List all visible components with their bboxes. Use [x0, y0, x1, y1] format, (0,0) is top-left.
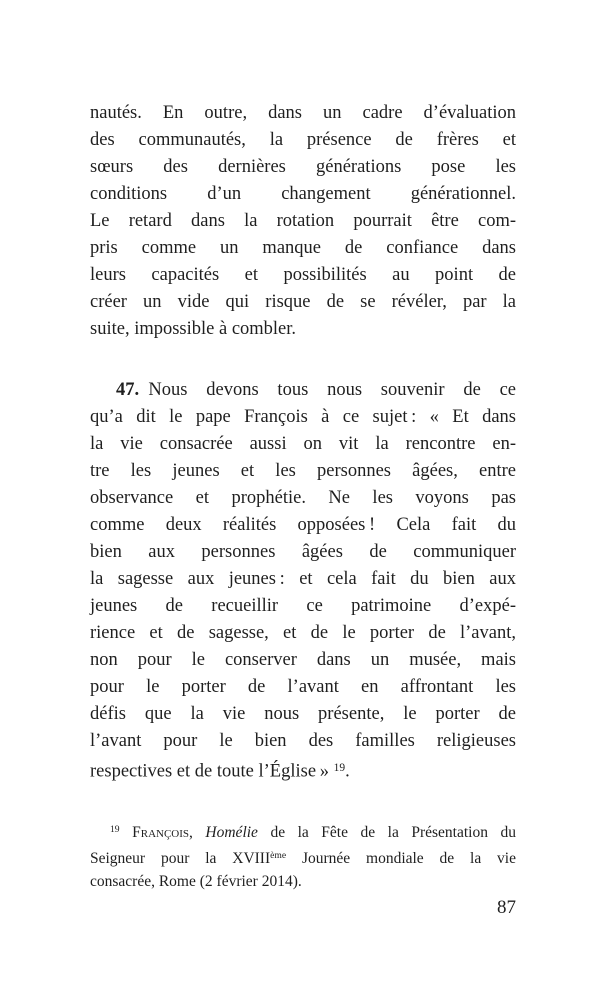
text-line: [90, 647, 516, 674]
text-line: [90, 844, 516, 870]
text-segment: François: [132, 823, 190, 841]
footnote: [90, 818, 516, 893]
text-segment: Journée mondiale de la vie: [286, 849, 516, 867]
text-line: [90, 458, 516, 485]
text-line: [90, 755, 516, 786]
text-segment: sœurs des dernières générations pose les: [90, 157, 516, 177]
text-line: [90, 181, 516, 208]
text-segment: l’avant pour le bien des familles religieuses: [90, 731, 516, 751]
text-segment: Nous devons tous nous souvenir de ce: [139, 380, 516, 400]
text-line: [90, 100, 516, 127]
text-segment: la sagesse aux jeunes : et cela fait du bien aux: [90, 569, 516, 589]
text-segment: qu’a dit le pape François à ce sujet : « Et dans: [90, 407, 516, 427]
body-text: [90, 100, 516, 786]
text-segment: comme deux réalités opposées ! Cela fait du: [90, 515, 516, 535]
text-line: [90, 701, 516, 728]
paragraph: [90, 100, 516, 343]
text-segment: [120, 824, 133, 841]
text-line: [90, 593, 516, 620]
text-segment: .: [345, 761, 350, 782]
text-line: [90, 154, 516, 181]
text-line: [90, 485, 516, 512]
text-segment: non pour le conserver dans un musée, mais: [90, 650, 516, 670]
text-line: [90, 235, 516, 262]
footnote-reference: 19: [110, 824, 120, 835]
text-line: [90, 620, 516, 647]
footnote-reference: ème: [270, 849, 287, 861]
text-segment: pour le porter de l’avant en affrontant les: [90, 677, 516, 697]
text-line: [90, 728, 516, 755]
text-segment: bien aux personnes âgées de communiquer: [90, 542, 516, 562]
text-segment: de la Fête de la Présentation du: [257, 823, 516, 841]
text-segment: 47.: [116, 380, 140, 400]
text-segment: ,: [189, 823, 206, 841]
text-segment: leurs capacités et possibilités au point de: [90, 265, 516, 285]
text-line: [90, 377, 516, 404]
text-segment: pris comme un manque de confiance dans: [90, 238, 516, 258]
text-line: [90, 262, 516, 289]
text-segment: des communautés, la présence de frères et: [90, 130, 516, 150]
page-number: 87: [497, 897, 516, 918]
text-segment: tre les jeunes et les personnes âgées, entre: [90, 461, 516, 481]
text-segment: Le retard dans la rotation pourrait être com-: [90, 211, 516, 231]
text-segment: créer un vide qui risque de se révéler, par la: [90, 292, 516, 312]
text-line: [90, 316, 516, 343]
text-line: [90, 512, 516, 539]
paragraph: [90, 377, 516, 786]
footnote-reference: 19: [333, 762, 346, 774]
text-segment: défis que la vie nous présente, le porter de: [90, 704, 516, 724]
text-segment: Seigneur pour la XVIII: [90, 849, 271, 867]
text-line: [90, 566, 516, 593]
text-segment: la vie consacrée aussi on vit la rencontre en-: [90, 434, 516, 454]
text-segment: nautés. En outre, dans un cadre d’évaluation: [90, 103, 516, 123]
text-segment: consacrée, Rome (2 février 2014).: [90, 872, 302, 890]
text-line: [90, 404, 516, 431]
text-segment: rience et de sagesse, et de le porter de l’avant,: [90, 623, 516, 643]
text-segment: jeunes de recueillir ce patrimoine d’expé-: [90, 596, 516, 616]
text-line: [90, 127, 516, 154]
text-line: [90, 431, 516, 458]
text-segment: observance et prophétie. Ne les voyons pas: [90, 488, 516, 508]
text-segment: Homélie: [205, 823, 258, 841]
text-line: [90, 870, 516, 893]
text-line: [90, 818, 516, 844]
text-segment: respectives et de toute l’Église »: [90, 761, 334, 782]
text-line: [90, 539, 516, 566]
text-line: [90, 289, 516, 316]
text-line: [90, 208, 516, 235]
text-segment: suite, impossible à combler.: [90, 319, 297, 339]
text-segment: conditions d’un changement générationnel.: [90, 184, 516, 204]
text-line: [90, 674, 516, 701]
